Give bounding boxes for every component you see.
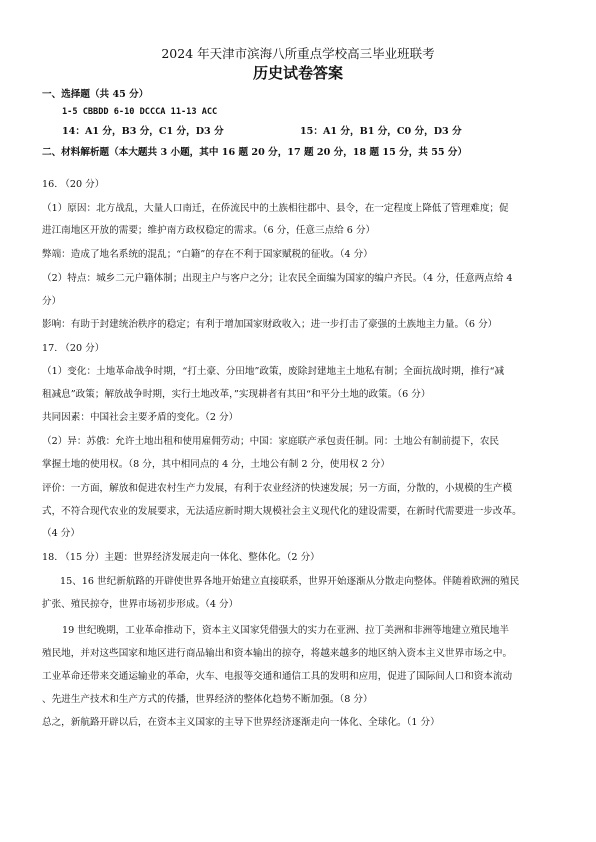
q17-p1-common: 共同因素：中国社会主要矛盾的变化。（2 分）	[42, 412, 239, 423]
answer-key-title: 历史试卷答案	[252, 64, 343, 82]
q18-p1-line1: 15、16 世纪新航路的开辟使世界各地开始建立直接联系，世界开始逐渐从分散走向整体。伴随着欧洲的殖民	[60, 576, 520, 587]
q18-p2-line1: 19 世纪晚期，工业革命推动下，资本主义国家凭借强大的实力在亚洲、拉丁美洲和非洲等地建立殖民地半	[62, 625, 509, 636]
exam-title: 2024 年天津市滨海八所重点学校高三毕业班联考	[161, 46, 435, 61]
q17-p2-eval2: 式，不符合现代农业的发展要求，无法适应新时期大规模社会主义现代化的建设需要，在新时代需要进一步改革。	[42, 506, 522, 517]
q16-p1-line1: （1）原因：北方战乱，大量人口南迁，在侨流民中的土族相往郡中、县令，在一定程度上降低了管理难度；促	[42, 203, 509, 214]
q18-label: 18. （15 分）主题：世界经济发展走向一体化、整体化。（2 分）	[42, 552, 320, 563]
q17-p2-eval3: （4 分）	[42, 528, 80, 539]
q16-p2-line2: 分）	[42, 296, 62, 307]
q18-p2-line2: 殖民地，并对这些国家和地区进行商品输出和资本输出的掠夺，将越来越多的地区纳入资本主义世界市场之中。	[42, 648, 513, 659]
q17-p2-line1: （2）异：苏俄：允许土地出租和使用雇佣劳动；中国：家庭联产承包责任制。同：土地公有制前提下，农民	[42, 436, 500, 447]
q16-label: 16. （20 分）	[42, 179, 105, 190]
q18-p1-line2: 扩张、殖民掠夺，世界市场初步形成。（4 分）	[42, 599, 239, 610]
mc-answers: 1-5 CBBDD 6-10 DCCCA 11-13 ACC	[62, 107, 218, 117]
q18-conclusion: 总之，新航路开辟以后，在资本主义国家的主导下世界经济逐渐走向一体化、全球化。（1 分）	[42, 717, 440, 728]
q16-p1-line2: 进江南地区开放的需要；维护南方政权稳定的需求。（6 分，任意三点给 6 分）	[42, 225, 376, 236]
q16-p2-impact: 影响：有助于封建统治秩序的稳定；有利于增加国家财政收入；进一步打击了豪强的土族地主力量。（6 分）	[42, 319, 498, 330]
section2-heading: 二、材料解析题（本大题共 3 小题，其中 16 题 20 分，17 题 20 分，18 题 15 分，共 55 分）	[42, 147, 468, 158]
q17-p1-line2: 租减息”政策；解放战争时期，实行土地改革，”实现耕者有其田“和平分土地的政策。（6 分）	[42, 389, 431, 400]
q14-scoring: 14：A1 分，B3 分，C1 分，D3 分	[62, 126, 224, 137]
section1-heading: 一、选择题（共 45 分）	[42, 89, 149, 100]
q17-p1-line1: （1）变化：土地革命战争时期，“打土豪、分田地”政策，废除封建地主土地私有制；全面抗战时期，推行“减	[42, 366, 505, 377]
q16-p1-drawback: 弊端：造成了地名系统的混乱；“白籍”的存在不利于国家赋税的征收。（4 分）	[42, 249, 373, 260]
q17-p2-eval1: 评价：一方面，解放和促进农村生产力发展，有利于农业经济的快速发展；另一方面，分散的，小规模的生产模	[42, 483, 513, 494]
q17-p2-line2: 掌握土地的使用权。（8 分，其中相同点的 4 分，土地公有制 2 分，使用权 2 分）	[42, 459, 390, 470]
q15-scoring: 15：A1 分，B1 分，C0 分，D3 分	[300, 126, 462, 137]
q18-p2-line4: 、先进生产技术和生产方式的传播，世界经济的整体化趋势不断加强。（8 分）	[42, 694, 373, 705]
q18-p2-line3: 工业革命还带来交通运输业的革命，火车、电报等交通和通信工具的发明和应用，促进了国际间人口和资本流动	[42, 671, 513, 682]
q17-label: 17. （20 分）	[42, 343, 105, 354]
q16-p2-line1: （2）特点：城乡二元户籍体制；出现主户与客户之分；让农民全面编为国家的编户齐民。（4 分，任意两点给 4	[42, 273, 513, 284]
